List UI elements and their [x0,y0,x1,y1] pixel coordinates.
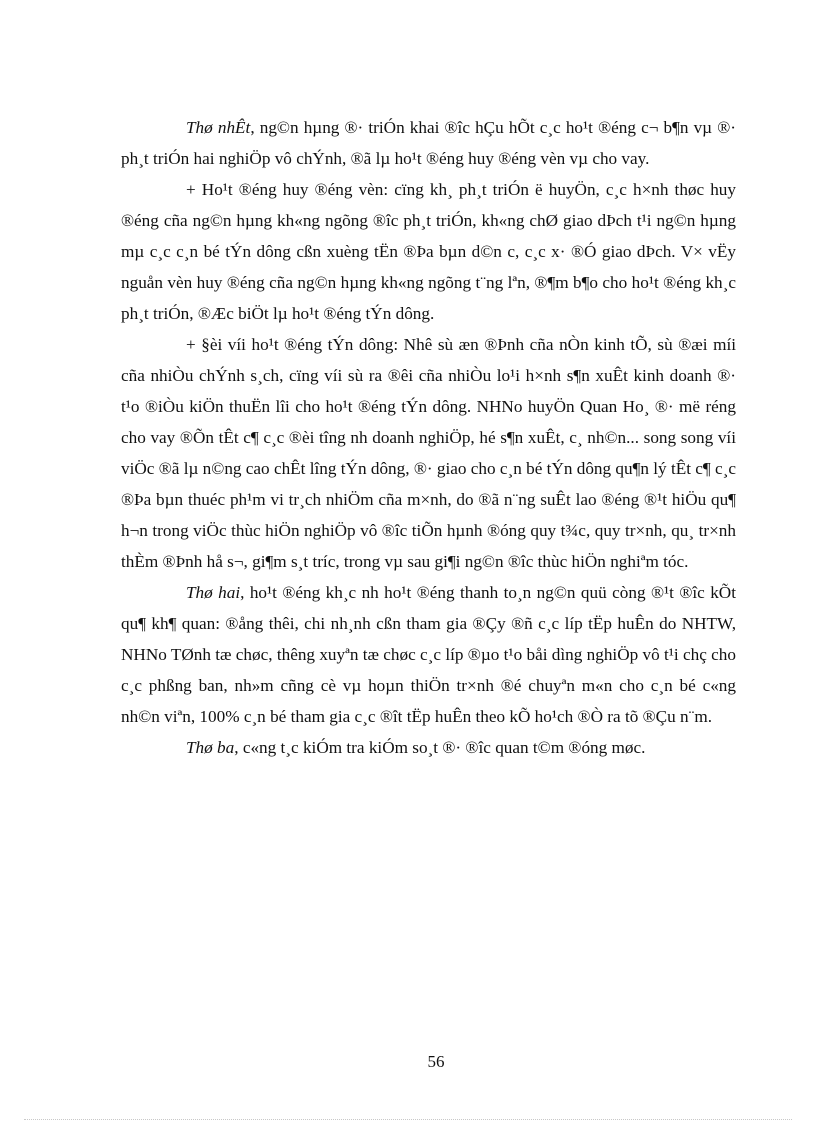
paragraph-first [121,112,736,174]
body-text [121,112,736,763]
paragraph-text: + Ho¹t ®éng huy ®éng vèn: cïng kh¸ ph¸t triÓn ë huyÖn, c¸c h×nh thøc huy ®éng cña ng©n hµng kh«ng ngõng ®îc ph¸t triÓn, kh«ng chØ giao dÞch t¹i ng©n hµng mµ c¸c c¸n bé tÝn dông cßn xuèng tËn ®Þa bµn d©n c, c¸c x· ®Ó giao dÞch. V× vËy nguån vèn huy ®éng cña ng©n hµng kh«ng ngõng t¨ng lªn, ®¶m b¶o cho ho¹t ®éng kh¸c ph¸t triÓn, ®Æc biÖt lµ ho¹t ®éng tÝn dông. [121,180,736,323]
page-bottom-divider [24,1119,792,1120]
paragraph-third [121,732,736,763]
page-number: 56 [427,1052,445,1071]
paragraph-credit-activity [121,329,736,577]
paragraph-lead: Thø nhÊt [186,118,251,137]
paragraph-capital-mobilization [121,174,736,329]
paragraph-text: , c«ng t¸c kiÓm tra kiÓm so¸t ®· ®îc quan t©m ®óng møc. [234,738,646,757]
paragraph-lead: Thø hai [186,583,241,602]
paragraph-text: + §èi víi ho¹t ®éng tÝn dông: Nhê sù æn ®Þnh cña nÒn kinh tÕ, sù ®æi míi cña nhiÒu chÝnh s¸ch, cïng víi sù ra ®êi cña nhiÒu lo¹i h×nh s¶n xuÊt kinh doanh ®· t¹o ®iÒu kiÖn thuËn lîi cho ho¹t ®éng tÝn dông. NHNo huyÖn Quan Ho¸ ®· më réng cho vay ®Õn tÊt c¶ c¸c ®èi tîng nh doanh nghiÖp, hé s¶n xuÊt, c¸ nh©n... song song víi viÖc ®ã lµ n©ng cao chÊt lîng tÝn dông, ®· giao cho c¸n bé tÝn dông qu¶n lý tÊt c¶ c¸c ®Þa bµn thuéc ph¹m vi tr¸ch nhiÖm cña m×nh, do ®ã n¨ng suÊt lao ®éng ®¹t hiÖu qu¶ h¬n trong viÖc thùc hiÖn nghiÖp vô ®îc tiÕn hµnh ®óng quy t¾c, quy tr×nh, qu¸ tr×nh thÈm ®Þnh hå s¬, gi¶m s¸t tríc, trong vµ sau gi¶i ng©n ®îc thùc hiÖn nghiªm tóc. [121,335,736,571]
paragraph-text: , ho¹t ®éng kh¸c nh ho¹t ®éng thanh to¸n ng©n quü còng ®¹t ®îc kÕt qu¶ kh¶ quan: ®ång thêi, chi nh¸nh cßn tham gia ®Çy ®ñ c¸c líp tËp huÊn do NHTW, NHNo TØnh tæ chøc, thêng xuyªn tæ chøc c¸c líp ®µo t¹o båi dìng nghiÖp vô t¹i chç cho c¸c phßng ban, nh»m cñng cè vµ hoµn thiÖn tr×nh ®é chuyªn m«n cho c¸n bé c«ng nh©n viªn, 100% c¸n bé tham gia c¸c ®ît tËp huÊn theo kÕ ho¹ch ®Ò ra tõ ®Çu n¨m. [121,583,736,726]
paragraph-second [121,577,736,732]
paragraph-text: , ng©n hµng ®· triÓn khai ®îc hÇu hÕt c¸c ho¹t ®éng c¬ b¶n vµ ®· ph¸t triÓn hai nghiÖp vô chÝnh, ®ã lµ ho¹t ®éng huy ®éng vèn vµ cho vay. [121,118,736,168]
paragraph-lead: Thø ba [186,738,235,757]
